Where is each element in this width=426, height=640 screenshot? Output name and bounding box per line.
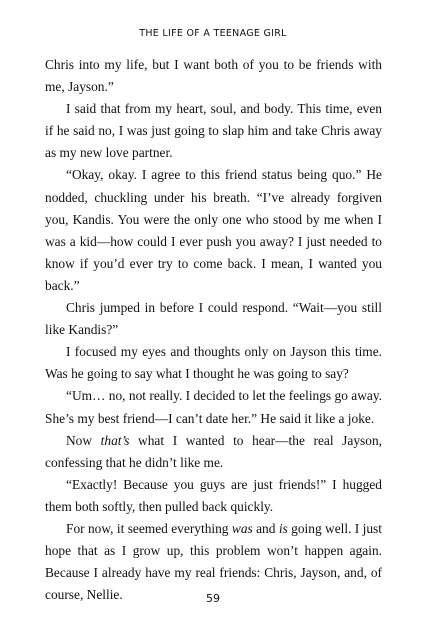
paragraph <box>45 297 382 341</box>
paragraph-text: “Okay, okay. I agree to this friend status being quo.” He nodded, chuckling under his breath. “I’ve already forgiven you, Kandis. You were the only one who stood by me when I was a kid—how could I ever push you away? I just needed to know if you’d ever try to come back. I mean, I wanted you back.” <box>45 167 382 293</box>
paragraph-text: “Um… no, not really. I decided to let the feelings go away. She’s my best friend—I can’t date her.” He said it like a joke. <box>45 388 382 426</box>
paragraph <box>45 385 382 429</box>
running-header: THE LIFE OF A TEENAGE GIRL <box>139 28 287 39</box>
paragraph-text: I focused my eyes and thoughts only on Jayson this time. Was he going to say what I thought he was going to say? <box>45 344 382 382</box>
paragraph-text: and <box>252 520 279 536</box>
paragraph <box>45 164 382 297</box>
paragraph-text: Chris jumped in before I could respond. “Wait—you still like Kandis?” <box>45 300 382 338</box>
paragraph <box>45 430 382 474</box>
emphasis-text: that’s <box>100 432 130 448</box>
page-number: 59 <box>206 592 220 605</box>
paragraph <box>45 54 382 98</box>
paragraph-text: going well. I just hope that as I grow up, this problem won’t happen again. Because I already have my real friends: Chris, Jayson, and, of course, Nellie. <box>45 520 382 603</box>
paragraph-text: I said that from my heart, soul, and body. This time, even if he said no, I was just going to slap him and take Chris away as my new love partner. <box>45 101 382 161</box>
paragraph-text: what I wanted to hear—the real Jayson, confessing that he didn’t like me. <box>45 432 382 470</box>
paragraph <box>45 341 382 385</box>
paragraph <box>45 474 382 518</box>
paragraph-text: For now, it seemed everything <box>66 520 232 536</box>
paragraph-text: “Exactly! Because you guys are just friends!” I hugged them both softly, then pulled back quickly. <box>45 476 382 514</box>
emphasis-text: was <box>231 520 253 536</box>
paragraph <box>45 98 382 164</box>
paragraph-text: Chris into my life, but I want both of you to be friends with me, Jayson.” <box>45 57 382 95</box>
paragraph-text: Now <box>66 432 101 448</box>
emphasis-text: is <box>278 520 288 536</box>
page-body <box>45 54 382 606</box>
